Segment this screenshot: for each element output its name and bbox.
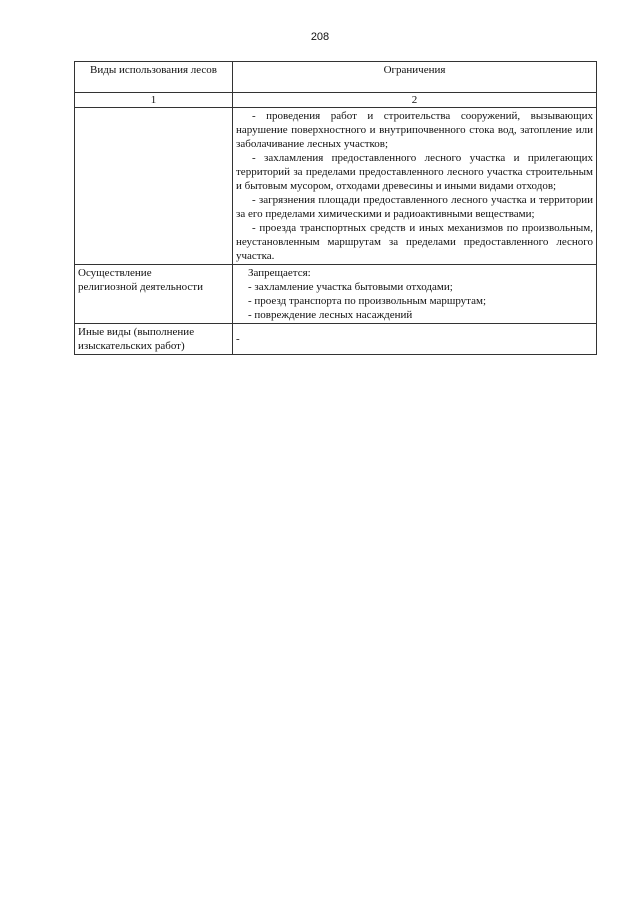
- row2-use-type-line2: религиозной деятельности: [78, 281, 203, 293]
- column-number-1: 1: [75, 93, 233, 108]
- restriction-item: - загрязнения площади предоставленного лесного участка и территории за его пределами химическими и радиоактивными веществами;: [236, 194, 593, 220]
- table-row: [75, 265, 597, 324]
- restriction-item: - проведения работ и строительства сооружений, вызывающих нарушение поверхностного и внутрипочвенного стока вод, затопление или заболачивание лесных участков;: [236, 110, 593, 150]
- row3-use-type-line1: Иные виды (выполнение: [78, 326, 195, 338]
- column-number-row: [75, 93, 597, 108]
- table-row: [75, 324, 597, 355]
- header-forest-use-types: Виды использования лесов: [75, 62, 233, 93]
- row3-use-type-line2: изыскательских работ): [78, 340, 185, 352]
- restriction-item: - проезда транспортных средств и иных механизмов по произвольным, неустановленным маршрутам за пределами предоставленного лесного участка.: [236, 222, 593, 262]
- restriction-item: - повреждение лесных насаждений: [248, 309, 413, 321]
- restriction-item: - захламление участка бытовыми отходами;: [248, 281, 453, 293]
- header-restrictions: Ограничения: [233, 62, 597, 93]
- row1-use-type: [75, 108, 233, 265]
- page-number: 208: [310, 31, 330, 43]
- restrictions-table: [74, 61, 597, 355]
- row3-restrictions: -: [233, 324, 597, 355]
- row2-use-type: [75, 265, 233, 324]
- row2-use-type-line1: Осуществление: [78, 267, 152, 279]
- table-header-row: [75, 62, 597, 93]
- restriction-item: - захламления предоставленного лесного участка и прилегающих территорий за пределами предоставленного лесного участка строительным и бытовым мусором, отходами древесины и иными видами отходов;: [236, 152, 593, 192]
- row1-restrictions: [233, 108, 597, 265]
- row2-heading: Запрещается:: [248, 267, 311, 279]
- table-row: [75, 108, 597, 265]
- column-number-2: 2: [233, 93, 597, 108]
- restriction-item: - проезд транспорта по произвольным маршрутам;: [248, 295, 487, 307]
- row3-use-type: [75, 324, 233, 355]
- row2-restrictions: [233, 265, 597, 324]
